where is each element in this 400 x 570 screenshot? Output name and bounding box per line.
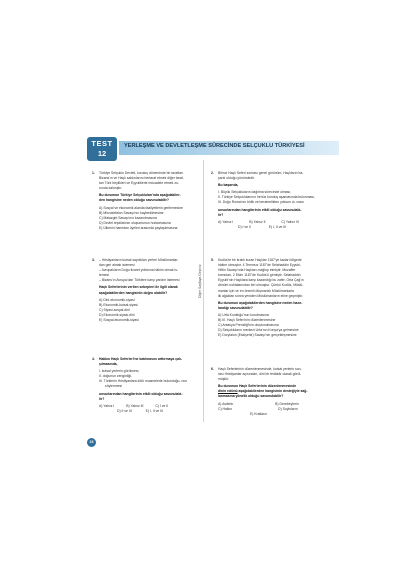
question-text-line: dönüm noktalarından biri olmuştur. Çünkü Kudüs, Müslü- [218,283,304,288]
question-stem: landığı savunulabilir? [218,305,253,310]
question-stem: Bu durumun aşağıdakilerden hangisine neden hazır- [218,300,303,305]
question-text-line: şarılı olduğu yönündedir. [218,176,255,181]
question-text-line: Hakkın Haçlı Seferleri'ne katılmasını arttırmaya çalı- [99,357,182,361]
answer-option-d[interactable]: D) I ve II [238,224,251,229]
question-stem: den hangisine neden olduğu savunulabilir? [99,198,169,203]
question-number: 2. [211,171,214,175]
answer-option-d[interactable]: D) Ekonomik-siyasi-dinî [99,312,135,317]
statement-item: III. Doğu Roma'nın birlik ve beraberlikten yoksun ol- ması [218,200,304,205]
question-text-line: şılmasında, [99,362,118,367]
answer-option-a[interactable]: A) Yalnız I [99,403,115,408]
question-number: 3. [92,258,95,262]
statement-item: III. Türklerin Hristiyanlara kötü muamelede bulunduğu- nun söylenmesi [99,379,188,389]
question-text-line: Bizans'ın ve Haçlı saldırılarını bertaraf etmek diğer taraf- [99,176,184,181]
question-stem: lir? [218,212,224,217]
question-6 [211,367,336,417]
answer-option-b[interactable]: B) Yalnız III [126,403,144,408]
answer-option-a[interactable]: A) Dinî-ekonomik-siyasi [99,297,135,302]
statement-item: – Bizans'ın Avrupa'dan Türklere karşı yardım istemesi [99,278,180,283]
question-text-line: Haçlı Seferlerinin düzenlenmesinde, kutsal yerlerin son- [218,367,302,371]
answer-option-c[interactable]: C) Yalnız III [281,219,299,224]
answer-option-c[interactable]: C) Halkın [218,406,233,411]
test-badge-label: TEST [91,139,113,148]
column-divider [203,160,204,422]
answer-option-a[interactable]: A) Yalnız I [218,219,234,224]
answer-option-b[interactable]: B) III. Haçlı Seferi'nin düzenlenmesine [218,318,276,323]
question-text-line: hâkim olmuştur. 4 Temmuz 1187'de Selahaddin Eyyubi, [218,263,301,268]
question-text-line: müştür. [218,377,230,382]
question-stem: unsurlarından hangilerinin etkili olduğu savunulabi- [218,207,302,212]
answer-option-b[interactable]: B) Yalnız II [249,219,266,224]
answer-option-b[interactable]: B) Mirvokefalon Savaşı'nın kaybedilmesine [99,210,164,215]
statement-item: I. Büyük Selçukluların dağılma sürecinde olması, [218,190,292,195]
statement-item: – Avrupalıların Doğu ticaret yollarına hâkim olmak is- [99,268,179,273]
page-title: YERLEŞME VE DEVLETLEŞME SÜRECİNDE SELÇUKLU TÜRKİYESİ [124,143,305,149]
answer-option-e[interactable]: E) I, II ve III [145,408,163,413]
question-text-line: runda kalmıştır. [99,186,123,191]
statement-item: temesi [99,273,109,278]
question-text-line: Kudüs'te bir kralık kuran Haçlılar 1187'ye kadar bölgede [218,258,302,262]
question-stem: aşağıdakilerden hangisinin desteğiyle sağ- [237,389,308,394]
question-text-line: komutan, 2 Ekim 1187'de Kudüs'ü girmiştir. Selahaddin [218,273,301,278]
question-4 [92,357,197,414]
answer-option-a[interactable]: A) Sosyal ve ekonomik alanda faaliyetlerin gerilemesine [99,205,183,210]
answer-option-c[interactable]: C) Siyasi-sosyal-dinî [99,307,130,312]
answer-option-c[interactable]: C) Malazgirt Savaşı'nın kazanılmasına [99,215,157,220]
statement-item: dan geri almak istemesi [99,263,135,268]
statement-item: II. Türkiye Selçuklularının henüz kuruluş aşamasında bulunması, [218,195,315,200]
answer-option-d[interactable]: D) Selçukluların merkezi Urfa'nın Konya'ya gelmesine [218,328,299,333]
question-stem: aşağıdakilerden hangisinin doğru olabilir? [99,290,168,295]
answer-option-e[interactable]: E) Sosyal-ekonomik-siyasi [99,318,139,323]
question-stem-underlined: dinin rolünü [218,389,238,394]
answer-option-d[interactable]: D) Devlet teşkilatının oluşumunun hızlanmasına [99,220,171,225]
answer-option-c[interactable]: C) Antakya Prensliği'nin oluşturulmasına [218,323,279,328]
question-2 [211,171,336,230]
question-5 [211,258,336,338]
question-text-line: ilk ağaldan sonra yeniden Müslümanların eline geçmiştir. [218,293,303,298]
question-3 [92,258,197,323]
statement-item: II. doğunun zenginliği, [99,374,132,379]
answer-option-e[interactable]: E) I, II ve III [268,224,287,229]
question-stem: lir? [99,396,105,401]
answer-option-e[interactable]: E) Ülkenin hanedan üyeleri arasında paylaşılmasına [99,225,178,230]
question-text-line: Türkiye Selçuklu Devleti, kuruluş döneminde bir taraftan [99,171,183,175]
side-label: Diğer Sayfaya Geçiniz [198,264,202,298]
page-number: 23 [87,438,96,447]
test-badge [87,137,117,161]
question-text-line: manlar için ve en önemli düşmanlık Müslümanlarla [218,288,294,293]
question-number: 1. [92,171,95,175]
answer-option-c[interactable]: C) I ve II [155,403,169,408]
answer-option-a[interactable]: A) Asilerin [218,401,234,406]
question-1 [92,171,197,231]
test-badge-number: 12 [97,149,107,158]
question-text-line: rası Hristiyanlar açısından, dinî bir fedâkâr olarak görül- [218,372,302,377]
question-text-line: Eyyubi'nin Haçlılara karşı kazandığı bu zafer, Orta Çağ'ın [218,278,304,283]
statement-item: I. kutsal yerlerin görülmesi, [99,369,140,374]
answer-option-d[interactable]: D) II ve III [117,408,132,413]
question-stem: lanmasına yönelik olduğu savunulabilir? [218,394,284,399]
statement-item: – Hristiyanların kutsal saydıkları yerleri Müslümanlar- [99,258,179,262]
question-stem: Haçlı Seferlerinin verilen sebepleri ile ilgili olarak [99,285,178,290]
answer-option-e[interactable]: E) Dorylaion (Eskişehir) Savaşı'nın gerçekleşmesine [218,333,297,338]
question-number: 5. [211,258,214,262]
question-number: 4. [92,357,95,361]
question-stem: unsurlarından hangilerinin etkili olduğu savunulabi- [99,391,183,396]
answer-option-a[interactable]: A) Urfa Kontluğu'nun kurulmasına [218,312,269,317]
question-stem: Bu başarıda, [218,183,239,188]
answer-option-d[interactable]: D) Soyluların [278,406,298,411]
question-text-line: tan Türk beylikleri ve Eyyubilerle mücadele etmek zo- [99,181,180,186]
question-number: 6. [211,367,214,371]
answer-option-e[interactable]: E) Kralların [250,411,267,416]
question-stem: Bu durumun Türkiye Selçukluları'nda aşağıdakiler- [99,193,181,198]
answer-option-b[interactable]: B) Ekonomik-kutsal-siyasi [99,302,138,307]
answer-option-b[interactable]: B) Derebeylerin [275,401,299,406]
question-text-line: Hittin Savaşı'nda Haçlıları mağlup etmiştir. Muzaffer [218,268,296,273]
question-stem: Bu durumun Haçlı Seferlerinin düzenlenmesinde [218,384,297,389]
question-text-line: Birinci Haçlı Seferi sonrası genel görünüm, Haçlıların ba- [218,171,304,175]
